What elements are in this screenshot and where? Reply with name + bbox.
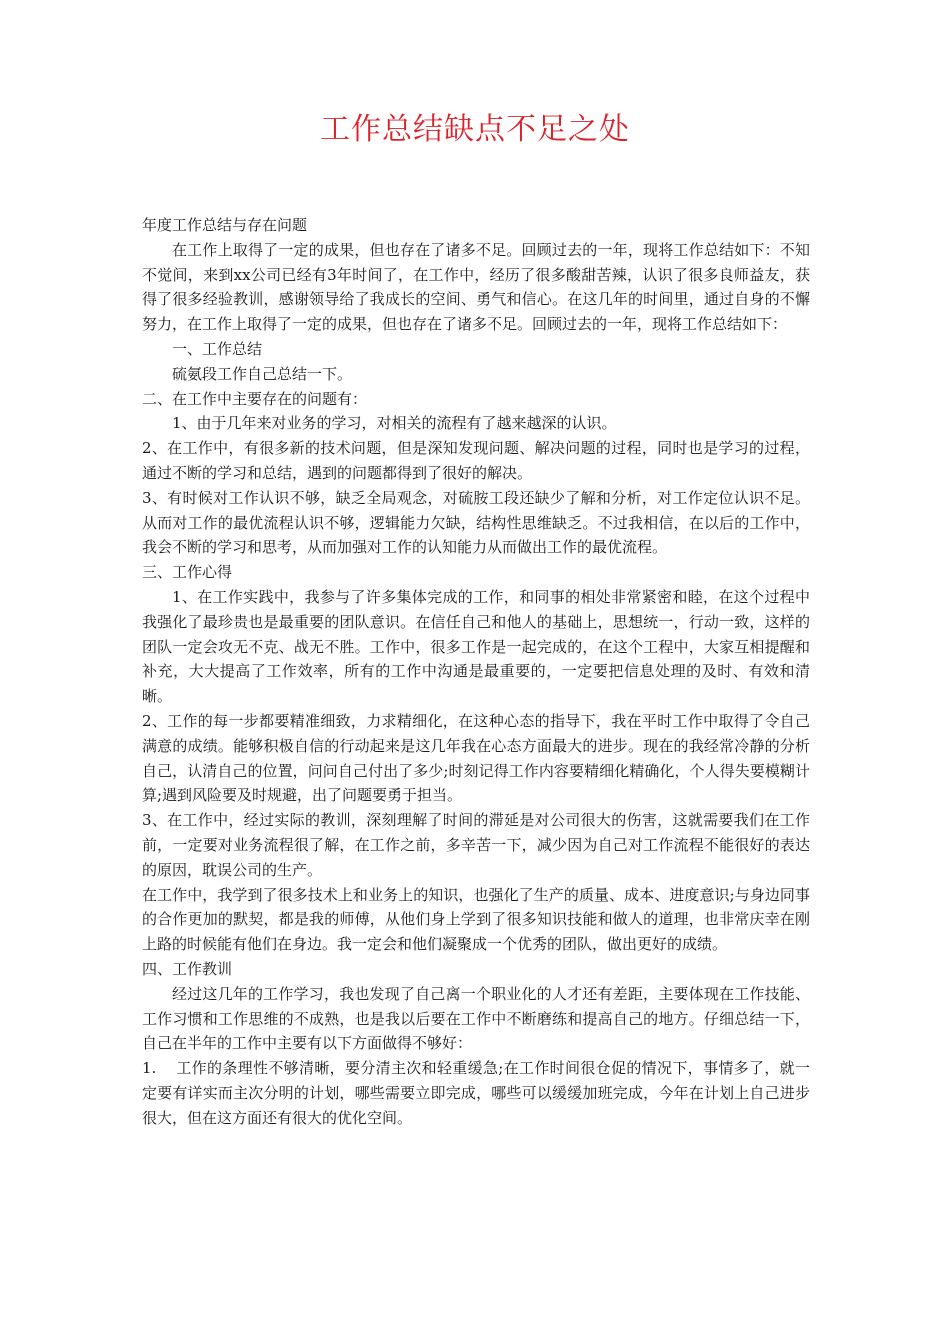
section-4-text: 经过这几年的工作学习，我也发现了自己离一个职业化的人才还有差距，主要体现在工作技能、工作习惯和工作思维的不成熟，也是我以后要在工作中不断磨练和提高自己的地方。仔细总结一下，自己在半年的工作中主要有以下方面做得不够好： — [142, 984, 810, 1053]
section-1-heading: 一、工作总结 — [172, 339, 263, 358]
section-4-heading: 四、工作教训 — [142, 959, 233, 978]
section-2-item-1: 1、由于几年来对业务的学习，对相关的流程有了越来越深的认识。 — [172, 414, 617, 433]
section-2-heading: 二、在工作中主要存在的问题有： — [142, 389, 368, 408]
section-2-item-2: 2、在工作中，有很多新的技术问题，但是深知发现问题、解决问题的过程，同时也是学习的过程，通过不断的学习和总结，遇到的问题都得到了很好的解决。 — [142, 439, 810, 482]
section-3-item-2: 2、工作的每一步都要精准细致，力求精细化，在这种心态的指导下，我在平时工作中取得了令自己满意的成绩。能够积极自信的行动起来是这几年我在心态方面最大的进步。现在的我经常冷静的分析自己，认清自己的位置，问问自己付出了多少;时刻记得工作内容要精细化精确化，个人得失要模糊计算;遇到风险要及时规避，出了问题要勇于担当。 — [142, 711, 810, 805]
section-4-item-1-number: 1. — [142, 1059, 157, 1078]
section-3-item-1: 1、在工作实践中，我参与了许多集体完成的工作，和同事的相处非常紧密和睦，在这个过程中我强化了最珍贵也是最重要的团队意识。在信任自己和他人的基础上，思想统一，行动一致，这样的团队一定会攻无不克、战无不胜。工作中，很多工作是一起完成的，在这个工程中，大家互相提醒和补充，大大提高了工作效率，所有的工作中沟通是最重要的，一定要把信息处理的及时、有效和清晰。 — [142, 587, 810, 706]
section-3-item-3: 3、在工作中，经过实际的教训，深刻理解了时间的滞延是对公司很大的伤害，这就需要我们在工作前，一定要对业务流程很了解，在工作之前，多辛苦一下，减少因为自己对工作流程不能很好的表达的原因，耽误公司的生产。 — [142, 811, 810, 879]
section-2-item-3: 3、有时候对工作认识不够，缺乏全局观念，对硫胺工段还缺少了解和分析，对工作定位认识不足。从而对工作的最优流程认识不够，逻辑能力欠缺，结构性思维缺乏。不过我相信，在以后的工作中，我会不断的学习和思考，从而加强对工作的认知能力从而做出工作的最优流程。 — [142, 488, 810, 557]
section-heading: 年度工作总结与存在问题 — [142, 216, 308, 234]
section-4-item-1-text: 工作的条理性不够清晰，要分清主次和轻重缓急;在工作时间很仓促的情况下，事情多了，就一定要有详实而主次分明的计划，哪些需要立即完成，哪些可以缓缓加班完成，今年在计划上自己进步很大，但在这方面还有很大的优化空间。 — [142, 1059, 810, 1127]
document-body — [142, 213, 810, 1130]
intro-paragraph: 在工作上取得了一定的成果，但也存在了诸多不足。回顾过去的一年，现将工作总结如下：不知不觉间，来到xx公司已经有3年时间了，在工作中，经历了很多酸甜苦辣，认识了很多良师益友，获得了很多经验教训，感谢领导给了我成长的空间、勇气和信心。在这几年的时间里，通过自身的不懈努力，在工作上取得了一定的成果，但也存在了诸多不足。回顾过去的一年，现将工作总结如下： — [142, 240, 810, 334]
section-3-heading: 三、工作心得 — [142, 563, 233, 582]
section-3-extra-paragraph: 在工作中，我学到了很多技术上和业务上的知识，也强化了生产的质量、成本、进度意识;与身边同事的合作更加的默契，都是我的师傅，从他们身上学到了很多知识技能和做人的道理，也非常庆幸在刚上路的时候能有他们在身边。我一定会和他们凝聚成一个优秀的团队，做出更好的成绩。 — [142, 885, 810, 954]
document-title: 工作总结缺点不足之处 — [320, 112, 630, 147]
section-1-text: 硫氨段工作自己总结一下。 — [172, 364, 353, 383]
section-4-item-1 — [142, 1056, 810, 1130]
